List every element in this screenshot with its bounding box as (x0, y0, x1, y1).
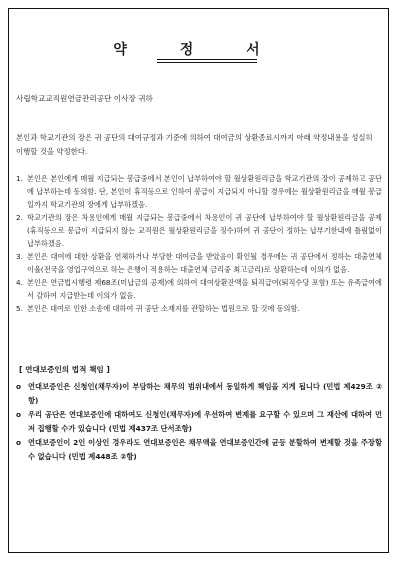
item-text: 학교기관의 장은 차용인에게 매월 지급되는 봉급중에서 차용인이 귀 공단에 납부하여야 할 월상환원리금을 공제(휴직등으로 봉급이 지급되지 않는 교직원은 월상환원리금을 징수)하여 귀 공단이 정하는 납부기한내에 틀림없이 납부하겠음. (27, 213, 382, 248)
document-frame (8, 8, 389, 553)
item-number: 1. (16, 174, 23, 183)
agreement-item (16, 211, 382, 250)
item-number: 4. (16, 278, 23, 287)
responsibility-item (16, 436, 382, 464)
agreement-item (16, 172, 382, 211)
responsibility-item (16, 380, 382, 408)
responsibility-item (16, 408, 382, 436)
bullet-mark: o (16, 438, 22, 447)
responsibility-text: 우리 공단은 연대보증인에 대하여도 신청인(채무자)에 우선하여 변제를 요구할 수 있으며 그 재산에 대하여 먼저 집행할 수가 있습니다 (민법 제437조 단서조항) (28, 410, 382, 433)
agreement-items (16, 172, 382, 315)
intro-paragraph (16, 131, 382, 159)
agreement-item (16, 250, 382, 276)
agreement-item (16, 302, 382, 315)
agreement-item (16, 276, 382, 302)
item-number: 3. (16, 252, 23, 261)
responsibility-text: 연대보증인이 2인 이상인 경우라도 연대보증인은 채무액을 연대보증인간에 균등 분할하여 변제할 것을 주장할 수 없습니다 (민법 제448조 ②항) (28, 438, 382, 461)
bullet-mark: o (16, 410, 22, 419)
title-underline-second (157, 62, 257, 63)
item-number: 5. (16, 304, 23, 313)
item-text: 본인은 대여에 대한 상환을 연체하거나 부당한 대여금을 받았음이 확인될 경우에는 귀 공단에서 정하는 대출연체이율(전국을 영업구역으로 하는 은행이 적용하는 대출연체 금리중 최고금리)로 상환하는데 이의가 없음. (27, 252, 382, 274)
item-text: 본인은 대여로 인한 소송에 대하여 귀 공단 소재지를 관할하는 법원으로 할 것에 동의함. (27, 304, 300, 313)
item-number: 2. (16, 213, 23, 222)
guarantor-responsibilities (16, 380, 382, 464)
guarantor-section-title: [ 연대보증인의 법적 책임 ] (19, 365, 110, 374)
responsibility-text: 연대보증인은 신청인(채무자)이 부담하는 채무의 범위내에서 동일하게 책임을 지게 됩니다 (민법 제429조 ②항) (28, 382, 382, 405)
title-underline (157, 59, 257, 60)
item-text: 본인은 본인에게 매월 지급되는 봉급중에서 본인이 납부하여야 할 월상환원리금을 학교기관의 장이 공제하고 공단에 납부하는데 동의함. 단, 본인이 휴직등으로 인하여 봉급이 지급되지 아니할 경우에는 월상환원리금을 매월 봉급일까지 학교기관의 장에게 납부하겠음. (27, 174, 382, 209)
intro-text: 본인과 학교기관의 장은 귀 공단의 대여규정과 기준에 의하여 대여금의 상환종료시까지 아래 약정내용을 성실히 이행할 것을 약정한다. (16, 133, 373, 156)
bullet-mark: o (16, 382, 22, 391)
item-text: 본인은 연금법시행령 제68조(미납금의 공제)에 의하여 대여상환잔액을 퇴직급여(퇴직수당 포함) 또는 유족급여에서 감하여 지급받는데 이의가 없음. (27, 278, 382, 300)
addressee-line: 사립학교교직원연금관리공단 이사장 귀하 (16, 94, 153, 103)
document-title: 약 정 서 (113, 42, 284, 58)
